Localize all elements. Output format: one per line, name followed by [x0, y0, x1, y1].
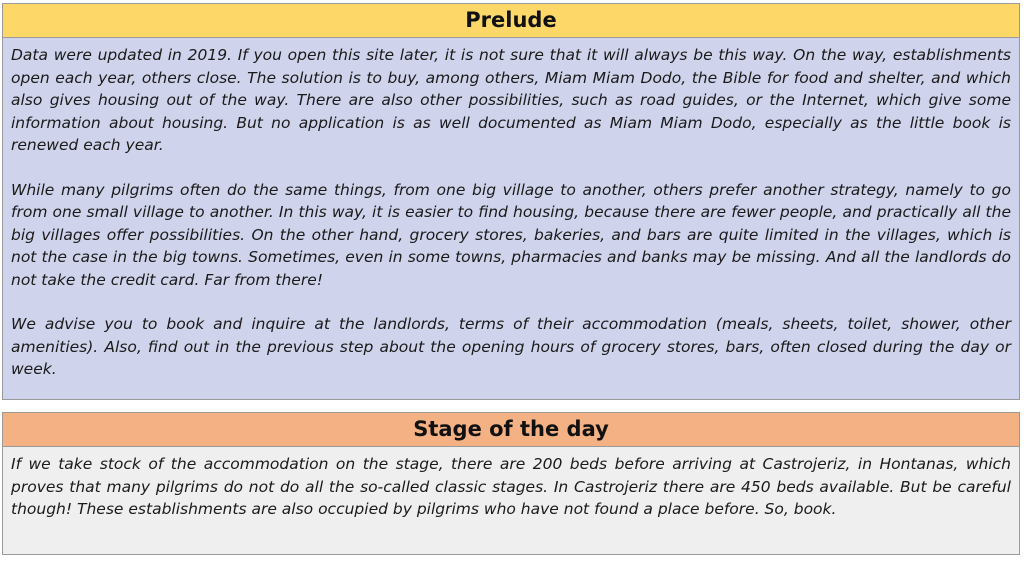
prelude-paragraph-2: While many pilgrims often do the same things, from one big village to another, others prefer another strategy, namely to go from one small village to another. In this way, it is easier to find housing, because there are fewer people, and practically all the big villages offer possibilities. On the other hand, grocery stores, bakeries, and bars are quite limited in the villages, which is not the case in the big towns. Sometimes, even in some towns, pharmacies and banks may be missing. And all the landlords do not take the credit card. Far from there!	[11, 180, 1011, 289]
stage-of-the-day-heading: Stage of the day	[2, 412, 1020, 447]
prelude-heading: Prelude	[2, 3, 1020, 38]
prelude-text-block	[2, 38, 1020, 400]
stage-text-block	[2, 447, 1020, 555]
prelude-paragraph-1: Data were updated in 2019. If you open this site later, it is not sure that it will always be this way. On the way, establishments open each year, others close. The solution is to buy, among others, Miam Miam Dodo, the Bible for food and shelter, and which also gives housing out of the way. There are also other possibilities, such as road guides, or the Internet, which give some information about housing. But no application is as well documented as Miam Miam Dodo, especially as the little book is renewed each year.	[11, 46, 1011, 154]
stage-paragraph-1: If we take stock of the accommodation on the stage, there are 200 beds before arriving at Castrojeriz, in Hontanas, which proves that many pilgrims do not do all the so-called classic stages. In Castrojeriz there are 450 beds available. But be careful though! These establishments are also occupied by pilgrims who have not found a place before. So, book.	[11, 455, 1011, 518]
prelude-paragraph-3: We advise you to book and inquire at the landlords, terms of their accommodation (meals, sheets, toilet, shower, other amenities). Also, find out in the previous step about the opening hours of grocery stores, bars, often closed during the day or week.	[11, 315, 1011, 378]
